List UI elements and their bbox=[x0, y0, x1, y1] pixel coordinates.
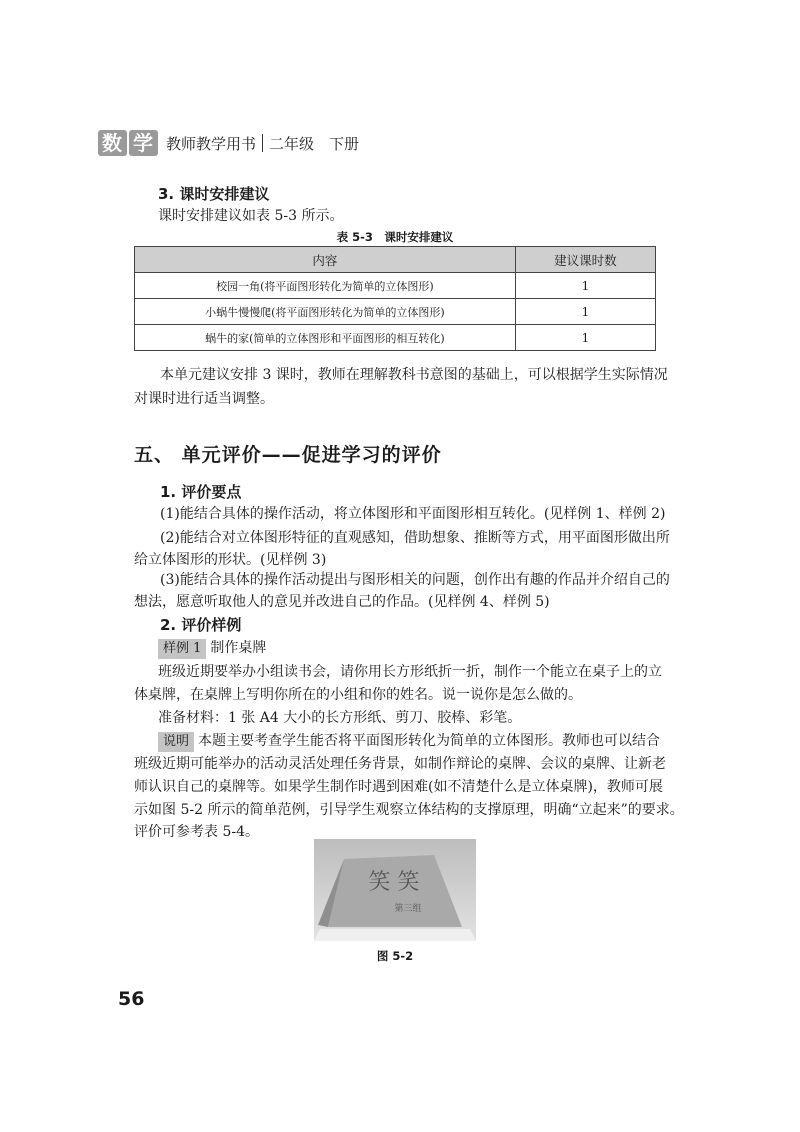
book-logo bbox=[98, 130, 160, 156]
evaluation-point: (3)能结合具体的操作活动提出与图形相关的问题，创作出有趣的作品并介绍自己的 bbox=[160, 572, 670, 588]
row-content: 蜗牛的家(简单的立体图形和平面图形的相互转化) bbox=[135, 325, 516, 351]
explanation-line: 评价可参考表 5-4。 bbox=[134, 824, 259, 840]
table-row bbox=[135, 273, 656, 299]
table-row bbox=[135, 325, 656, 351]
row-hours: 1 bbox=[515, 273, 655, 299]
table-header-row bbox=[135, 247, 656, 273]
page-header bbox=[98, 128, 359, 158]
column-header-content: 内容 bbox=[135, 247, 516, 273]
figure-5-2-caption: 图 5-2 bbox=[376, 949, 414, 963]
explanation-line: 师认识自己的桌牌等。如果学生制作时遇到困难(如不清楚什么是立体桌牌)，教师可展 bbox=[134, 779, 663, 795]
row-hours: 1 bbox=[515, 325, 655, 351]
schedule-note-line-2: 对课时进行适当调整。 bbox=[134, 391, 274, 407]
sample-1-text: 班级近期要举办小组读书会，请你用长方形纸折一折，制作一个能立在桌子上的立 bbox=[158, 664, 662, 680]
evaluation-point: 给立体图形的形状。(见样例 3) bbox=[134, 552, 327, 568]
row-content: 小蜗牛慢慢爬(将平面图形转化为简单的立体图形) bbox=[135, 299, 516, 325]
book-grade: 二年级 下册 bbox=[269, 134, 360, 153]
table-row bbox=[135, 299, 656, 325]
sample-1-materials: 准备材料：1 张 A4 大小的长方形纸、剪刀、胶棒、彩笔。 bbox=[158, 710, 522, 726]
sample-1-title-line bbox=[158, 637, 266, 660]
sample-1-text: 体桌牌，在桌牌上写明你所在的小组和你的姓名。说一说你是怎么做的。 bbox=[134, 687, 582, 703]
table-5-3-caption: 表 5-3 课时安排建议 bbox=[336, 230, 454, 244]
sample-1-title: 制作桌牌 bbox=[210, 640, 267, 656]
row-content: 校园一角(将平面图形转化为简单的立体图形) bbox=[135, 273, 516, 299]
explanation-text: 本题主要考查学生能否将平面图形转化为简单的立体图形。教师也可以结合 bbox=[198, 733, 661, 749]
tent-handwriting-group: 第三组 bbox=[394, 904, 422, 914]
figure-5-2-photo bbox=[314, 839, 476, 941]
evaluation-samples-heading: 2. 评价样例 bbox=[160, 616, 242, 634]
explanation-tag: 说明 bbox=[158, 732, 194, 752]
explanation-line: 示如图 5-2 所示的简单范例，引导学生观察立体结构的支撑原理，明确“立起来”的要求。 bbox=[134, 802, 684, 818]
row-hours: 1 bbox=[515, 299, 655, 325]
evaluation-points-heading: 1. 评价要点 bbox=[160, 483, 242, 501]
tent-handwriting-name: 笑 笑 bbox=[368, 870, 420, 895]
explanation-line: 班级近期可能举办的活动灵活处理任务背景，如制作辩论的桌牌、会议的桌牌、让新老 bbox=[134, 756, 666, 772]
header-divider bbox=[262, 134, 263, 152]
explanation-first-line bbox=[158, 730, 660, 753]
section-3-intro: 课时安排建议如表 5-3 所示。 bbox=[158, 208, 344, 224]
table-tent-illustration bbox=[314, 839, 476, 941]
section-5-heading: 五、 单元评价——促进学习的评价 bbox=[134, 444, 442, 466]
schedule-note-line-1: 本单元建议安排 3 课时，教师在理解教科书意图的基础上，可以根据学生实际情况 bbox=[160, 367, 668, 383]
column-header-hours: 建议课时数 bbox=[515, 247, 655, 273]
evaluation-point: (1)能结合具体的操作活动，将立体图形和平面图形相互转化。(见样例 1、样例 2) bbox=[160, 506, 666, 522]
page-number: 56 bbox=[118, 988, 145, 1010]
section-3-heading: 3. 课时安排建议 bbox=[158, 185, 270, 203]
evaluation-point: (2)能结合对立体图形特征的直观感知，借助想象、推断等方式，用平面图形做出所 bbox=[160, 530, 670, 546]
logo-char-2: 学 bbox=[129, 130, 158, 156]
lesson-schedule-table bbox=[134, 246, 656, 351]
evaluation-point: 想法，愿意听取他人的意见并改进自己的作品。(见样例 4、样例 5) bbox=[134, 594, 550, 610]
logo-char-1: 数 bbox=[98, 130, 127, 156]
sample-1-tag: 样例 1 bbox=[158, 639, 206, 659]
book-subtitle: 教师教学用书 bbox=[166, 134, 257, 153]
